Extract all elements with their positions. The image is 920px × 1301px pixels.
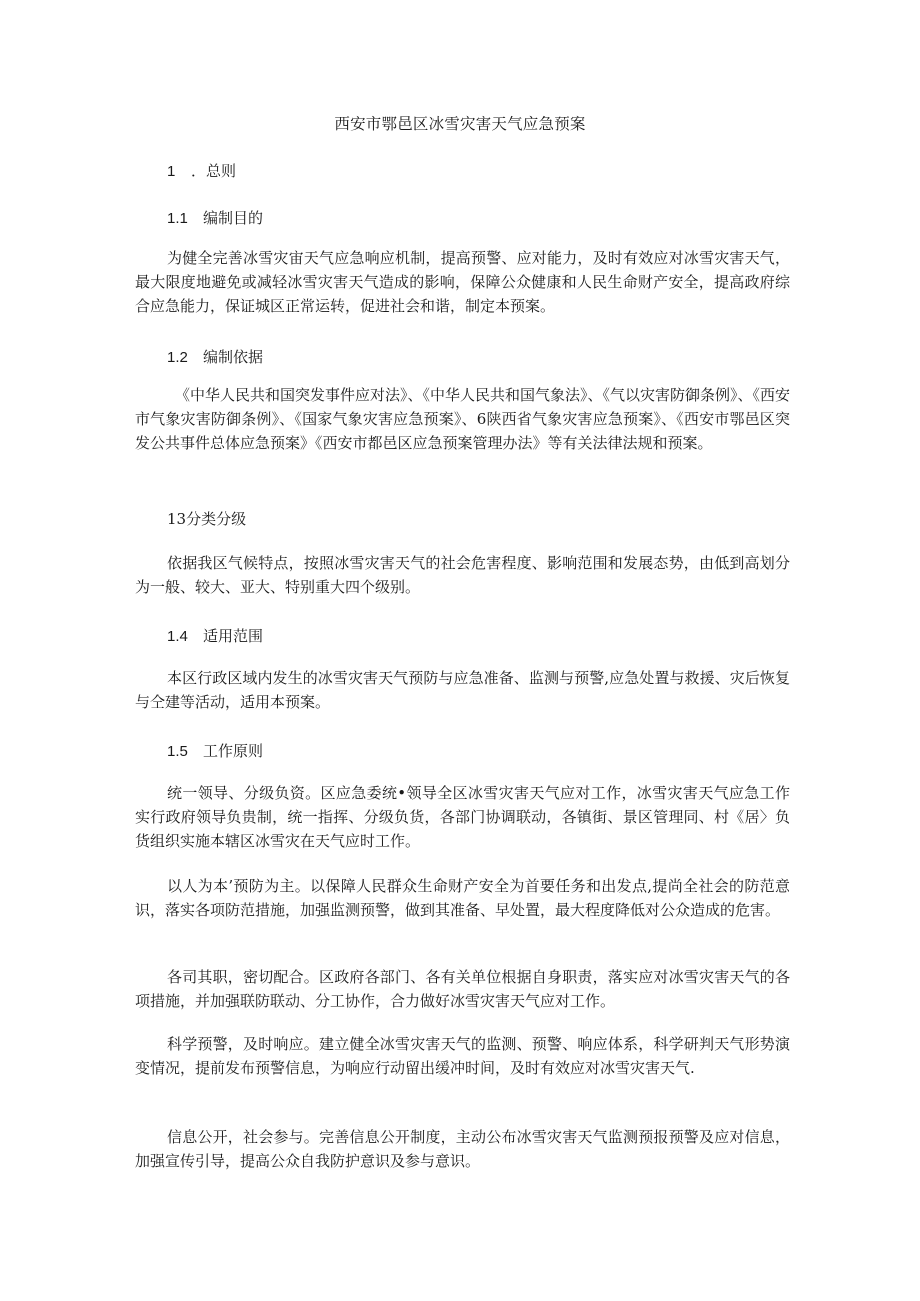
section-number: 13分类分级 xyxy=(167,510,247,528)
section-label: 编制依据 xyxy=(203,348,264,366)
section-label: 适用范围 xyxy=(203,627,264,645)
section-label: 工作原则 xyxy=(203,742,264,760)
section-heading-1-1 xyxy=(167,207,263,228)
paragraph-principle-cooperation: 各司其职，密切配合。区政府各部门、各有关单位根据自身职责，落实应对冰雪灾害天气的各项措施，并加强联防联动、分工协作，合力做好冰雪灾害天气应对工作。 xyxy=(135,968,790,1010)
paragraph-classification: 依据我区气候特点，按照冰雪灾害天气的社会危害程度、影响范围和发展态势，由低到高划分为一般、较大、亚大、特别重大四个级别。 xyxy=(135,554,790,596)
section-heading-1-3 xyxy=(167,508,246,529)
section-label: 编制目的 xyxy=(203,209,264,227)
paragraph-principle-early-warning: 科学预警，及时响应。建立健全冰雪灾害天气的监测、预警、响应体系，科学研判天气形势演变情况，提前发布预警信息，为响应行动留出缓冲时间，及时有效应对冰雪灾害天气. xyxy=(135,1035,790,1077)
section-label: ．总则 xyxy=(191,162,237,180)
paragraph-scope: 本区行政区域内发生的冰雪灾害天气预防与应急准备、监测与预警,应急处置与救援、灾后恢复与仝建等活动，适用本预案。 xyxy=(135,669,790,711)
paragraph-principle-public-participation: 信息公开，社会参与。完善信息公开制度，主动公布冰雪灾害天气监测预报预警及应对信息，加强宣传引导，提高公众自我防护意识及参与意识。 xyxy=(135,1128,790,1170)
section-heading-1-5 xyxy=(167,740,263,761)
paragraph-principle-unified-leadership: 统一领导、分级负资。区应急委统•领导全区冰雪灾害天气应对工作，冰雪灾害天气应急工作实行政府领导负贵制，统一指挥、分级负货，各部门协调联动，各镇街、景区管理同、村《居〉负货组织实施本辖区冰雪灾在天气应时工作。 xyxy=(135,784,790,850)
section-number: 1.2 xyxy=(167,349,188,366)
section-heading-1-2 xyxy=(167,346,263,367)
section-number: 1.1 xyxy=(167,210,188,227)
paragraph-purpose: 为健全完善冰雪灾宙天气应急响应机制，提高预警、应对能力，及时有效应对冰雪灾害天气，最大限度地避免或减轻冰雪灾害天气造成的影响，保障公众健康和人民生命财产安全，提高政府综合应急能力，保证城区正常运转，促进社会和谐，制定本预案。 xyxy=(135,249,790,315)
paragraph-basis: 《中华人民共和国突发事件应对法》、《中华人民共和国气象法》、《气以灾害防御条例》、《西安市气象灾害防御条例》、《国家气象灾害应急预案》、6陕西省气象灾害应急预案》、《西安市鄂邑区突发公共事件总体应急预案》《西安市都邑区应急预案管理办法》等有关法律法规和预案。 xyxy=(135,386,791,452)
section-heading-1 xyxy=(167,160,236,181)
section-number: 1.5 xyxy=(167,743,188,760)
document-title: 西安市鄂邑区冰雪灾害天气应急预案 xyxy=(334,115,586,133)
section-number: 1.4 xyxy=(167,628,188,645)
section-number: 1 xyxy=(167,163,176,180)
paragraph-principle-people-first: 以人为本’预防为主。以保障人民群众生命财产安全为首要任务和出发点,提尚全社会的防范意识，落实各项防范措施，加强监测预警，做到其准备、早处置，最大程度降低对公众造成的危害。 xyxy=(135,877,790,919)
section-heading-1-4 xyxy=(167,625,263,646)
